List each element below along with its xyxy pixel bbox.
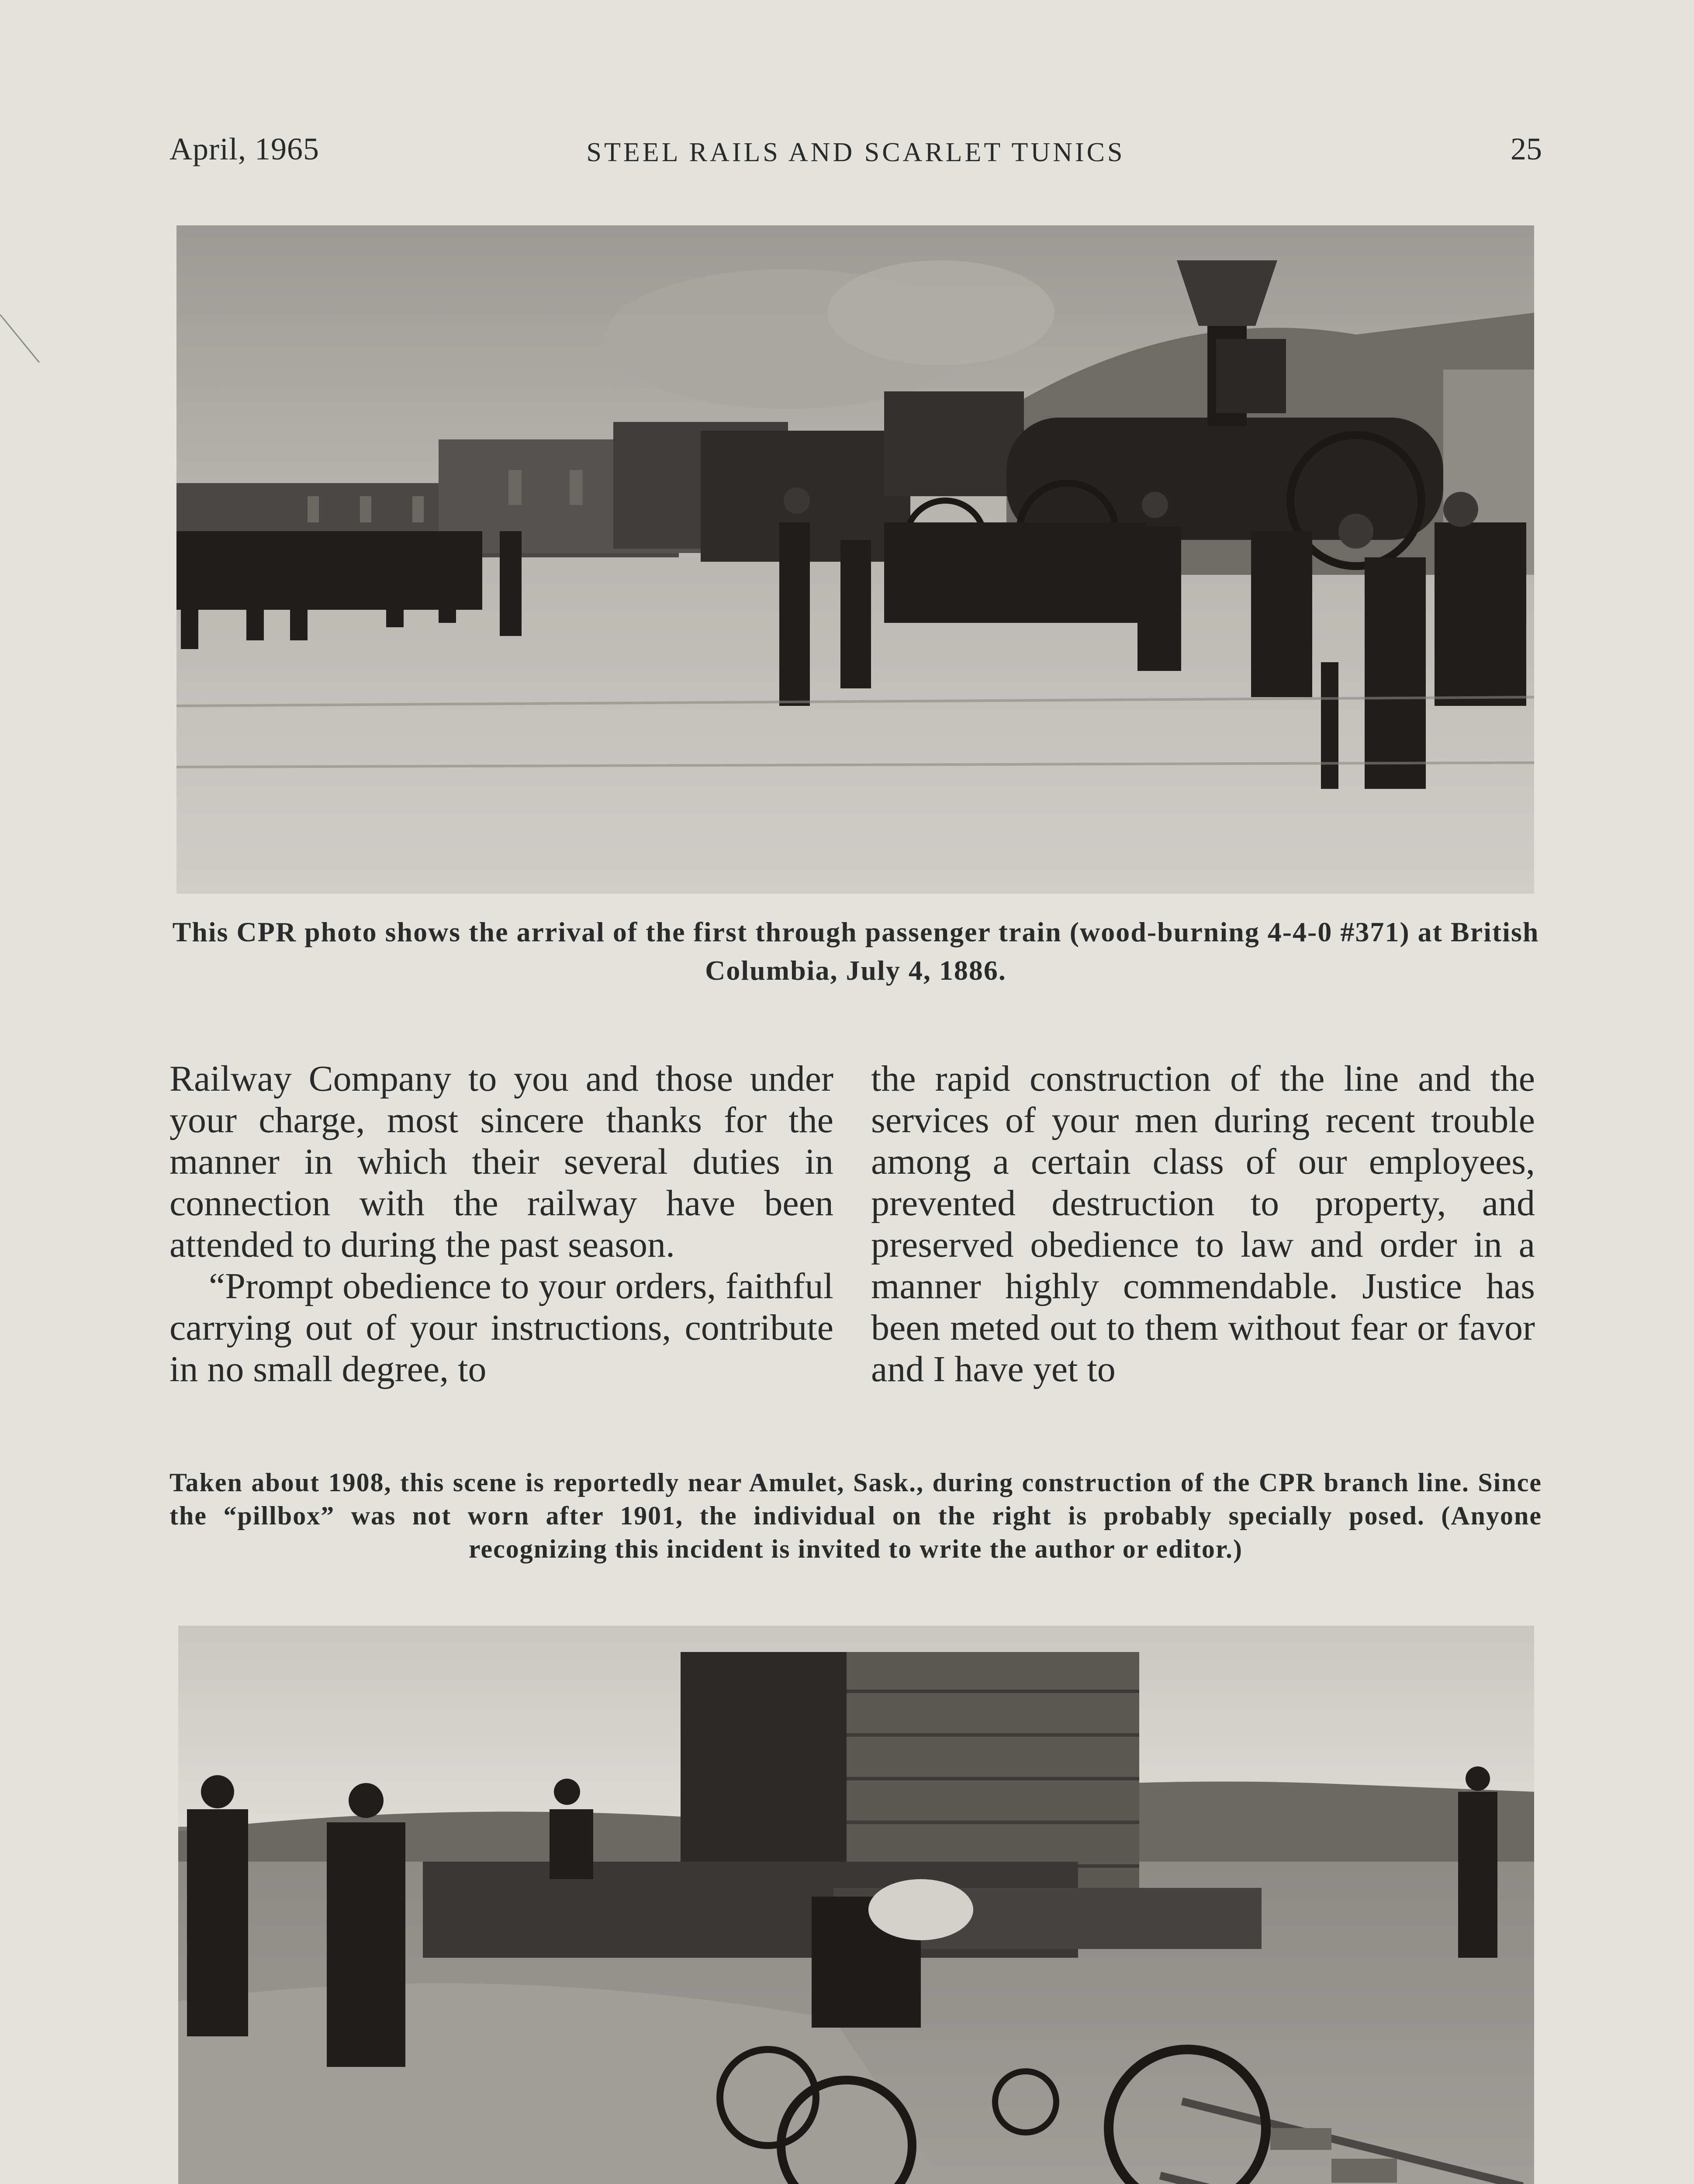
body-column-left — [169, 1058, 833, 1390]
page-header — [169, 131, 1542, 175]
wagon-construction-photo — [178, 1626, 1534, 2184]
body-column-right — [871, 1058, 1535, 1390]
photo-wagon-ties-construction-icon — [178, 1626, 1534, 2184]
page-number: 25 — [1511, 131, 1542, 166]
issue-date: April, 1965 — [169, 131, 319, 166]
scan-mark-icon — [0, 314, 48, 363]
paragraph: Railway Company to you and those under your charge, most sincere thanks for the manner in which their several duties in connection with the railway have been attended to during the past season. — [169, 1058, 833, 1265]
bottom-photo-caption: Taken about 1908, this scene is reportedly near Amulet, Sask., during construction of the CPR branch line. Since the “pillbox” was not worn after 1901, the individual on the right is probably specially posed. (Anyone recognizing this incident is invited to write the author or editor.) — [169, 1468, 1542, 1563]
locomotive-arrival-photo — [176, 225, 1534, 894]
photo-locomotive-arrival-icon — [176, 225, 1534, 894]
running-title: STEEL RAILS AND SCARLET TUNICS — [586, 138, 1125, 167]
paragraph: “Prompt obedience to your orders, faithful carrying out of your instructions, contribute in no small degree, to — [169, 1266, 833, 1389]
top-photo-caption: This CPR photo shows the arrival of the first through passenger train (wood-burning 4-4-0 #371) at British Columbia, July 4, 1886. — [172, 916, 1539, 986]
paragraph: the rapid construction of the line and the services of your men during recent trouble among a certain class of our employees, prevented destruction to property, and preserved obedience to law and order in a manner highly commendable. Justice has been meted out to them without fear or favor and I have yet to — [871, 1058, 1535, 1389]
